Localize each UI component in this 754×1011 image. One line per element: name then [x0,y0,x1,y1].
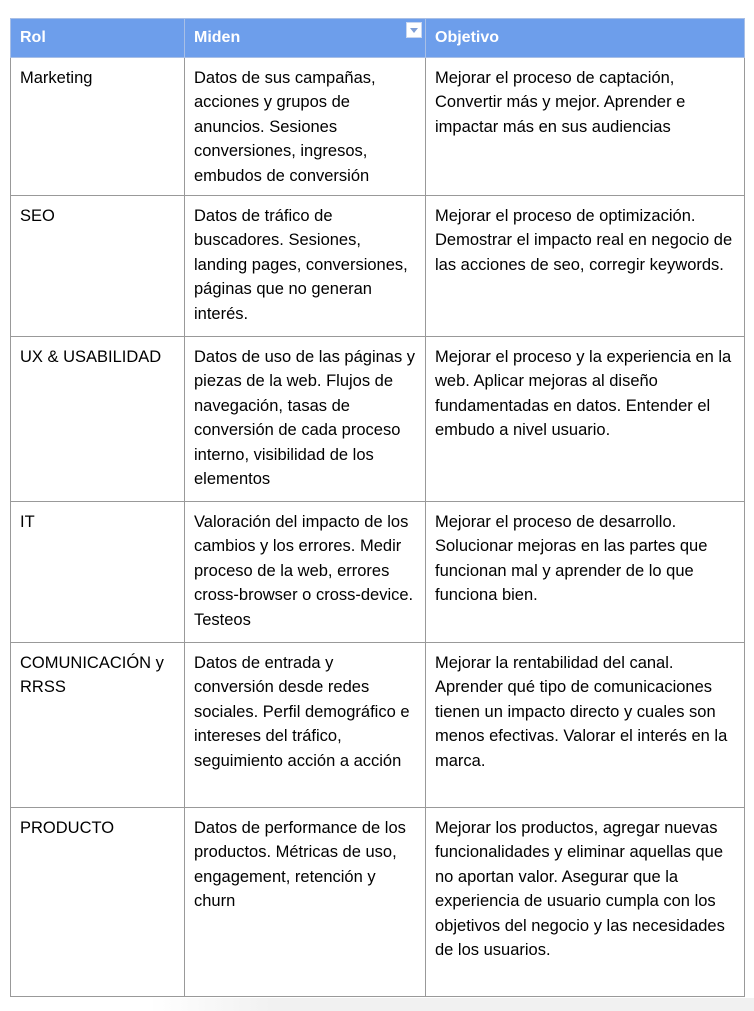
cell-objetivo: Mejorar la rentabilidad del canal. Aprender qué tipo de comunicaciones tienen un impacto directo y cuales son menos efectivas. Valorar el interés en la marca. [426,643,745,808]
table-row [11,502,745,643]
header-miden-label: Miden [194,29,241,46]
table-row [11,808,745,997]
table-row [11,643,745,808]
table-row [11,58,745,196]
cell-objetivo: Mejorar el proceso de captación, Convertir más y mejor. Aprender e impactar más en sus audiencias [426,58,745,196]
cell-rol: IT [11,502,185,643]
cell-rol: UX & USABILIDAD [11,337,185,502]
table-row [11,337,745,502]
header-objetivo: Objetivo [426,19,745,58]
cell-rol: SEO [11,196,185,337]
roles-table-container [10,18,744,997]
header-rol: Rol [11,19,185,58]
cell-objetivo: Mejorar el proceso de desarrollo. Solucionar mejoras en las partes que funcionan mal y aprender de lo que funciona bien. [426,502,745,643]
header-miden [185,19,426,58]
cell-objetivo: Mejorar el proceso de optimización. Demostrar el impacto real en negocio de las acciones de seo, corregir keywords. [426,196,745,337]
table-row [11,196,745,337]
table-header-row [11,19,745,58]
cell-miden: Datos de uso de las páginas y piezas de la web. Flujos de navegación, tasas de conversión de cada proceso interno, visibilidad de los elementos [185,337,426,502]
cell-rol: Marketing [11,58,185,196]
cell-miden: Datos de entrada y conversión desde redes sociales. Perfil demográfico e intereses del tráfico, seguimiento acción a acción [185,643,426,808]
bottom-shadow [150,998,754,1011]
cell-miden: Datos de sus campañas, acciones y grupos de anuncios. Sesiones conversiones, ingresos, embudos de conversión [185,58,426,196]
cell-miden: Valoración del impacto de los cambios y los errores. Medir proceso de la web, errores cross-browser o cross-device. Testeos [185,502,426,643]
cell-miden: Datos de tráfico de buscadores. Sesiones, landing pages, conversiones, páginas que no generan interés. [185,196,426,337]
cell-rol: PRODUCTO [11,808,185,997]
cell-miden: Datos de performance de los productos. Métricas de uso, engagement, retención y churn [185,808,426,997]
cell-objetivo: Mejorar los productos, agregar nuevas funcionalidades y eliminar aquellas que no aportan valor. Asegurar que la experiencia de usuario cumpla con los objetivos del negocio y las necesidades de los usuarios. [426,808,745,997]
cell-rol: COMUNICACIÓN y RRSS [11,643,185,808]
filter-dropdown-icon[interactable] [406,22,422,38]
cell-objetivo: Mejorar el proceso y la experiencia en la web. Aplicar mejoras al diseño fundamentadas en datos. Entender el embudo a nivel usuario. [426,337,745,502]
roles-table [10,18,745,997]
